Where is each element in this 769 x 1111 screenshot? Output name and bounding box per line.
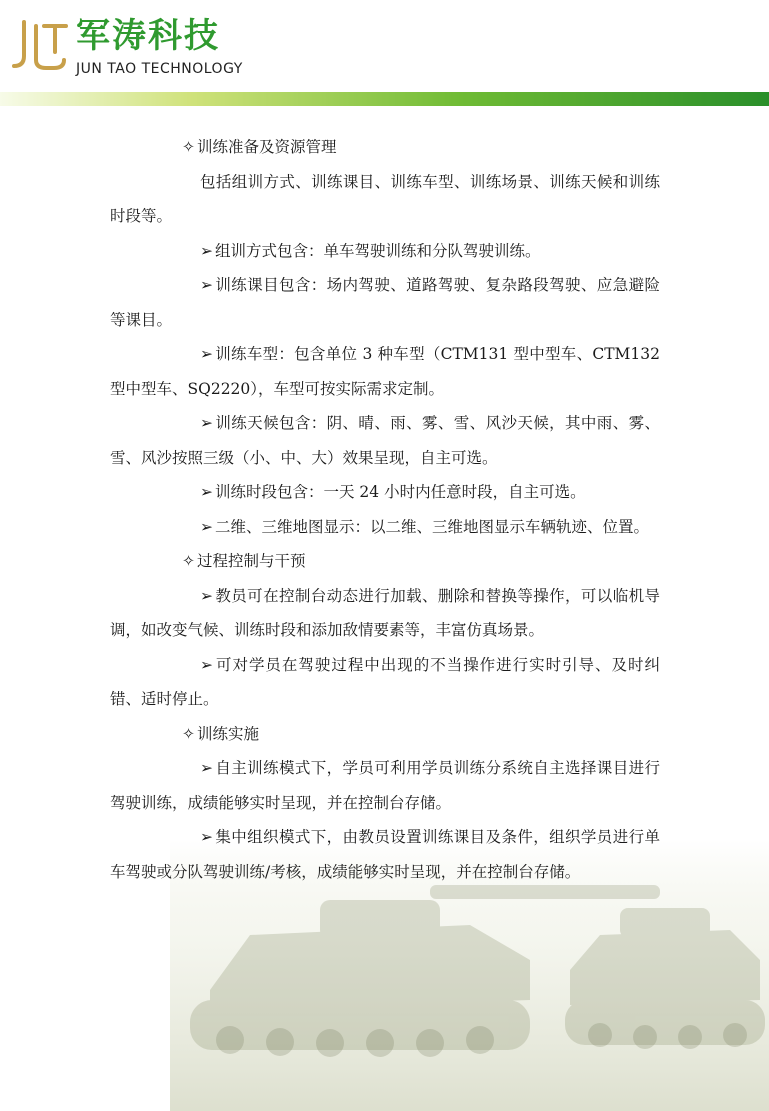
arrow-bullet-icon: ➢ bbox=[200, 517, 213, 536]
arrow-bullet-icon: ➢ bbox=[200, 759, 213, 777]
list-item: ➢ 可对学员在驾驶过程中出现的不当操作进行实时引导、及时纠错、适时停止。 bbox=[110, 655, 660, 708]
company-name-cn: 军涛科技 bbox=[76, 16, 220, 56]
header-green-bar bbox=[0, 92, 769, 106]
company-logo-mark bbox=[10, 16, 70, 74]
list-item: ➢ 自主训练模式下，学员可利用学员训练分系统自主选择课目进行驾驶训练，成绩能够实时呈现，并在控制台存储。 bbox=[110, 759, 660, 812]
list-item: ➢ 集中组织模式下，由教员设置训练课目及条件，组织学员进行单车驾驶或分队驾驶训练/考核，成绩能够实时呈现，并在控制台存储。 bbox=[110, 828, 660, 881]
company-name-en: JUN TAO TECHNOLOGY bbox=[76, 61, 243, 77]
logo-mark-text: JT bbox=[22, 50, 24, 51]
section-intro: 包括组训方式、训练课目、训练车型、训练场景、训练天候和训练时段等。 bbox=[110, 172, 660, 225]
list-item: ➢ 训练天候包含：阴、晴、雨、雾、雪、风沙天候，其中雨、雾、雪、风沙按照三级（小、中、大）效果呈现，自主可选。 bbox=[110, 414, 660, 467]
arrow-bullet-icon: ➢ bbox=[200, 655, 213, 674]
diamond-icon: ✧ bbox=[182, 724, 195, 743]
list-item: ➢ 训练车型：包含单位 3 种车型（CTM131 型中型车、CTM132 型中型车、SQ2220），车型可按实际需求定制。 bbox=[110, 345, 660, 398]
arrow-bullet-icon: ➢ bbox=[200, 241, 213, 260]
arrow-bullet-icon: ➢ bbox=[200, 276, 213, 294]
diamond-icon: ✧ bbox=[182, 552, 195, 570]
section-heading: ✧ 过程控制与干预 bbox=[182, 552, 306, 570]
arrow-bullet-icon: ➢ bbox=[200, 345, 213, 363]
arrow-bullet-icon: ➢ bbox=[200, 483, 213, 501]
list-item: ➢ 训练时段包含：一天 24 小时内任意时段，自主可选。 bbox=[200, 483, 586, 501]
list-item: ➢ 组训方式包含：单车驾驶训练和分队驾驶训练。 bbox=[200, 241, 541, 260]
arrow-bullet-icon: ➢ bbox=[200, 828, 213, 846]
arrow-bullet-icon: ➢ bbox=[200, 586, 213, 605]
section-heading: ✧ 训练准备及资源管理 bbox=[182, 138, 337, 156]
diamond-icon: ✧ bbox=[182, 138, 195, 156]
arrow-bullet-icon: ➢ bbox=[200, 414, 213, 432]
list-item: ➢ 教员可在控制台动态进行加载、删除和替换等操作，可以临机导调，如改变气候、训练时段和添加敌情要素等，丰富仿真场景。 bbox=[110, 586, 660, 639]
list-item: ➢ 二维、三维地图显示：以二维、三维地图显示车辆轨迹、位置。 bbox=[200, 517, 650, 536]
document-body bbox=[110, 130, 660, 889]
page-header bbox=[0, 0, 769, 106]
list-item: ➢ 训练课目包含：场内驾驶、道路驾驶、复杂路段驾驶、应急避险等课目。 bbox=[110, 276, 660, 329]
section-heading: ✧ 训练实施 bbox=[182, 724, 260, 743]
